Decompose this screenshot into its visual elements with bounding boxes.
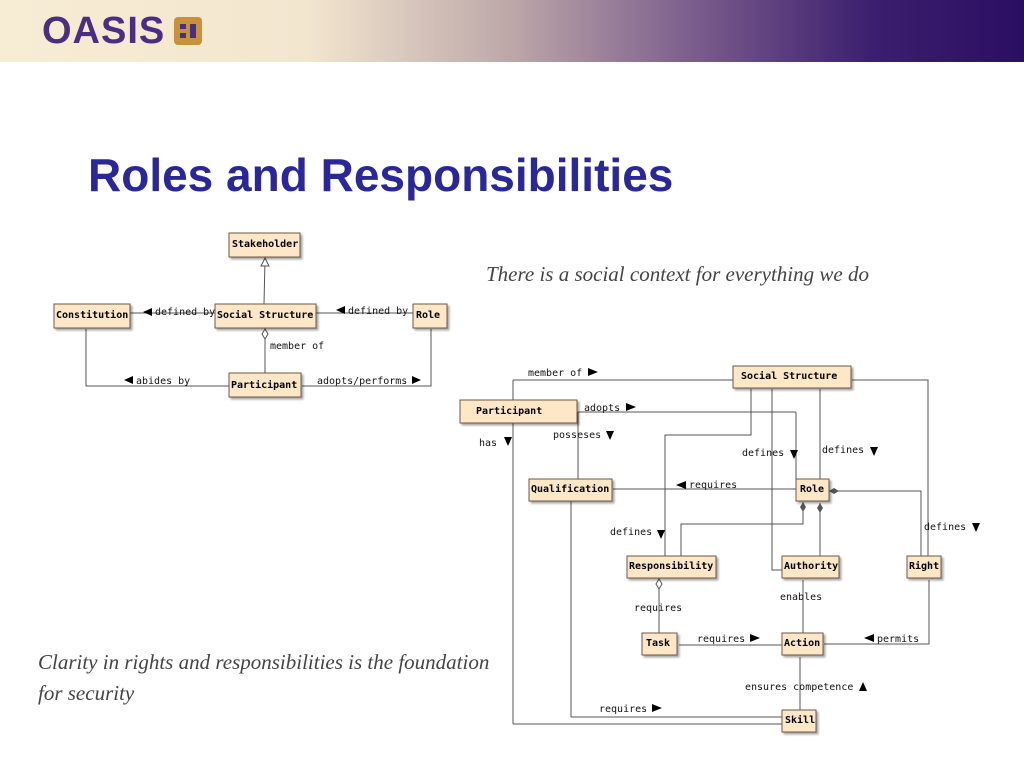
node-task[interactable] <box>642 633 677 655</box>
node-label: Constitution <box>56 310 129 321</box>
edge-label-has: has <box>479 438 498 449</box>
node-label: Qualification <box>531 484 610 495</box>
node-label: Participant <box>231 380 298 391</box>
edge-label-permits: permits <box>877 634 920 645</box>
arrow-down-icon <box>972 523 980 532</box>
node-label: Social Structure <box>217 310 314 321</box>
node-label: Stakeholder <box>232 239 299 250</box>
edge-label-ensures-competence: ensures competence <box>745 682 854 693</box>
composition-diamond-icon <box>829 488 839 494</box>
edge-label-defines: defines <box>742 448 785 459</box>
arrow-down-icon <box>657 530 665 539</box>
arrow-down-icon <box>790 450 798 459</box>
node-qualification[interactable] <box>529 479 612 501</box>
edge-label-adopts: adopts <box>584 403 621 414</box>
node-label: Right <box>909 561 940 572</box>
arrow-down-icon <box>606 431 614 440</box>
edge-label-defined-by: defined by <box>348 306 409 317</box>
node-responsibility[interactable] <box>627 556 716 578</box>
node-social-structure[interactable] <box>733 366 851 388</box>
edge-label-requires: requires <box>697 634 746 645</box>
arrow-left-icon <box>676 481 686 489</box>
edge-label-member-of: member of <box>270 341 325 352</box>
node-skill[interactable] <box>782 710 816 732</box>
composition-diamond-icon <box>817 503 823 513</box>
page-title: Roles and Responsibilities <box>88 149 674 201</box>
arrow-up-icon <box>859 682 867 691</box>
node-label: Authority <box>784 561 839 572</box>
node-label: Role <box>800 484 825 495</box>
caption-social-context: There is a social context for everything we do <box>486 262 869 286</box>
edge-label-adopts-performs: adopts/performs <box>317 376 408 387</box>
node-label: Role <box>416 310 441 321</box>
node-label: Responsibility <box>629 561 714 572</box>
logo-text: OASIS <box>42 10 166 52</box>
arrow-right-icon <box>652 704 662 712</box>
node-label: Participant <box>476 406 543 417</box>
edge-label-defines: defines <box>822 445 865 456</box>
node-label: Action <box>784 638 821 649</box>
arrow-left-icon <box>864 634 874 642</box>
arrow-right-icon <box>588 368 598 376</box>
edge-label-abides-by: abides by <box>136 376 191 387</box>
node-action[interactable] <box>782 633 823 655</box>
node-label: Social Structure <box>741 371 838 382</box>
node-participant[interactable] <box>460 400 577 423</box>
arrow-down-icon <box>504 437 512 446</box>
edge-label-requires: requires <box>599 704 648 715</box>
edge-label-member-of: member of <box>528 368 583 379</box>
node-label: Skill <box>785 715 816 726</box>
node-role[interactable] <box>796 479 829 501</box>
edge-label-enables: enables <box>780 592 823 603</box>
composition-diamond-icon <box>800 502 806 512</box>
node-label: Task <box>646 638 671 649</box>
aggregation-diamond-icon <box>656 579 662 589</box>
arrow-right-icon <box>626 403 636 411</box>
edge-label-posseses: posseses <box>553 430 602 441</box>
node-right[interactable] <box>907 556 941 578</box>
arrow-right-icon <box>750 634 760 642</box>
edge-label-defined-by: defined by <box>155 307 216 318</box>
edge-label-requires: requires <box>634 603 683 614</box>
edge-label-defines: defines <box>924 522 967 533</box>
node-authority[interactable] <box>782 556 839 578</box>
arrow-down-icon <box>870 447 878 456</box>
edge-label-defines: defines <box>610 527 653 538</box>
edge-label-requires: requires <box>689 480 738 491</box>
caption-security: Clarity in rights and responsibilities is the foundation for security <box>38 650 490 705</box>
